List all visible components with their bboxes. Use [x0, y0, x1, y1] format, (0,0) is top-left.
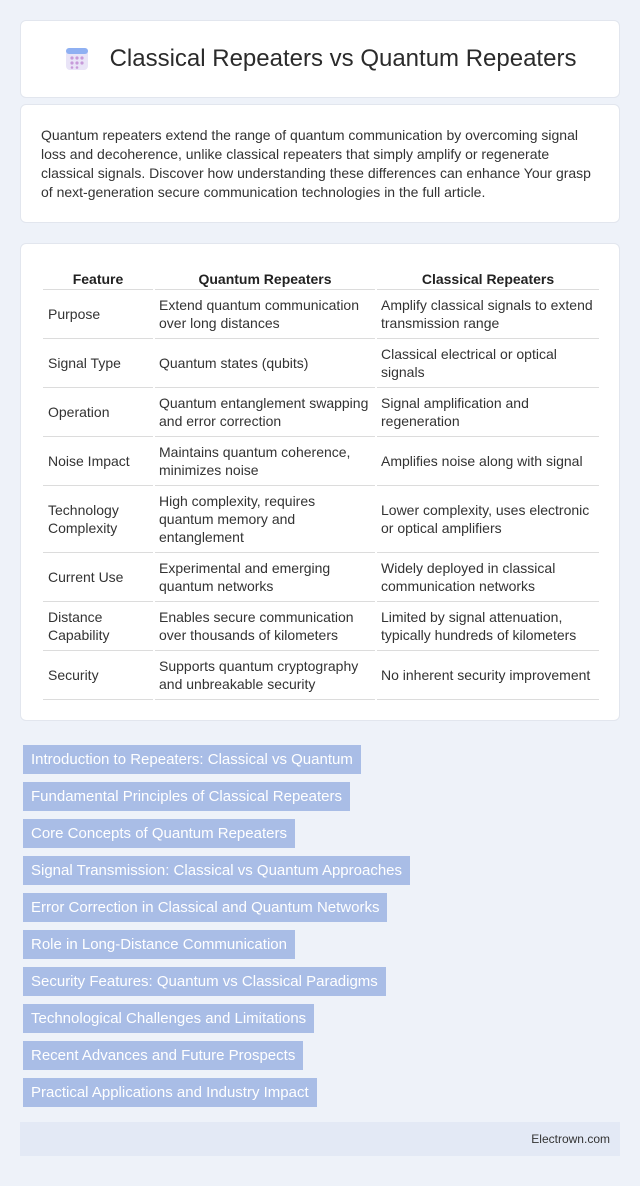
quantum-cell: Extend quantum communication over long distances [155, 290, 375, 339]
column-header-classical: Classical Repeaters [377, 268, 599, 290]
topic-links [23, 745, 410, 1115]
table-row [43, 486, 599, 553]
feature-cell: Technology Complexity [43, 486, 153, 553]
quantum-cell: Supports quantum cryptography and unbreakable security [155, 651, 375, 700]
quantum-cell: Experimental and emerging quantum networks [155, 553, 375, 602]
page-title: Classical Repeaters vs Quantum Repeaters [109, 45, 577, 72]
table-row [43, 388, 599, 437]
column-header-quantum: Quantum Repeaters [155, 268, 375, 290]
topic-link[interactable]: Signal Transmission: Classical vs Quantum Approaches [23, 856, 410, 885]
table-row [43, 553, 599, 602]
topic-link[interactable]: Core Concepts of Quantum Repeaters [23, 819, 295, 848]
column-header-feature: Feature [43, 268, 153, 290]
classical-cell: Widely deployed in classical communication networks [377, 553, 599, 602]
table-row [43, 437, 599, 486]
topic-link[interactable]: Technological Challenges and Limitations [23, 1004, 314, 1033]
topic-link[interactable]: Error Correction in Classical and Quantum Networks [23, 893, 387, 922]
feature-cell: Purpose [43, 290, 153, 339]
footer [20, 1122, 620, 1156]
classical-cell: Lower complexity, uses electronic or optical amplifiers [377, 486, 599, 553]
topic-link[interactable]: Fundamental Principles of Classical Repeaters [23, 782, 350, 811]
quantum-cell: Quantum entanglement swapping and error correction [155, 388, 375, 437]
quantum-cell: High complexity, requires quantum memory and entanglement [155, 486, 375, 553]
feature-cell: Distance Capability [43, 602, 153, 651]
table-row [43, 290, 599, 339]
table-row [43, 339, 599, 388]
table-row [43, 602, 599, 651]
intro-card [20, 104, 620, 223]
quantum-cell: Enables secure communication over thousands of kilometers [155, 602, 375, 651]
table-header-row [43, 268, 599, 290]
footer-site-name: Electrown.com [531, 1132, 610, 1146]
classical-cell: Limited by signal attenuation, typically hundreds of kilometers [377, 602, 599, 651]
table-row [43, 651, 599, 700]
quantum-cell: Quantum states (qubits) [155, 339, 375, 388]
feature-cell: Security [43, 651, 153, 700]
classical-cell: No inherent security improvement [377, 651, 599, 700]
comparison-table [41, 268, 601, 700]
topic-link[interactable]: Recent Advances and Future Prospects [23, 1041, 303, 1070]
feature-cell: Noise Impact [43, 437, 153, 486]
comparison-table-card [20, 243, 620, 721]
topic-link[interactable]: Practical Applications and Industry Impact [23, 1078, 317, 1107]
header-card [20, 20, 620, 98]
classical-cell: Classical electrical or optical signals [377, 339, 599, 388]
feature-cell: Operation [43, 388, 153, 437]
topic-link[interactable]: Introduction to Repeaters: Classical vs Quantum [23, 745, 361, 774]
topic-link[interactable]: Security Features: Quantum vs Classical Paradigms [23, 967, 386, 996]
intro-text: Quantum repeaters extend the range of quantum communication by overcoming signal loss and decoherence, unlike classical repeaters that simply amplify or regenerate classical signals. Discover how understanding these differences can enhance Your grasp of next-generation secure communication technologies in the full article. [41, 127, 591, 200]
classical-cell: Signal amplification and regeneration [377, 388, 599, 437]
classical-cell: Amplifies noise along with signal [377, 437, 599, 486]
classical-cell: Amplify classical signals to extend transmission range [377, 290, 599, 339]
topic-link[interactable]: Role in Long-Distance Communication [23, 930, 295, 959]
quantum-cell: Maintains quantum coherence, minimizes noise [155, 437, 375, 486]
feature-cell: Current Use [43, 553, 153, 602]
document-grid-icon [64, 46, 90, 72]
feature-cell: Signal Type [43, 339, 153, 388]
